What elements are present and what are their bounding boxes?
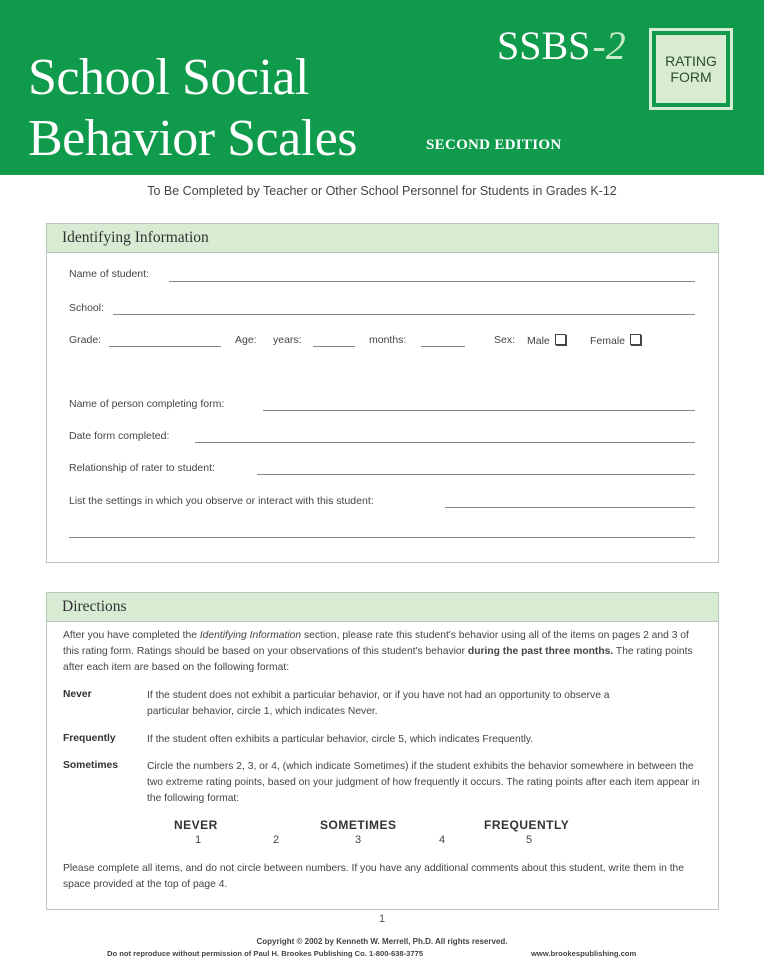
intro-italic: Identifying Information [199, 630, 302, 641]
reproduction-text: Do not reproduce without permission of Paul H. Brookes Publishing Co. 1-800-638-3775 [107, 949, 424, 958]
brand-suffix: -2 [592, 23, 626, 68]
form-subtitle: To Be Completed by Teacher or Other School Personnel for Students in Grades K-12 [147, 184, 617, 198]
never-description: If the student does not exhibit a particular behavior, or if you have not had an opportunity to observe a particular behavior, circle 1, which indicates Never. [147, 690, 610, 717]
female-option[interactable] [590, 334, 641, 347]
grade-label: Grade: [69, 334, 102, 346]
months-label: months: [369, 334, 407, 346]
scale-number-2: 2 [273, 834, 280, 846]
copyright-notice: Copyright © 2002 by Kenneth W. Merrell, Ph.D. All rights reserved. [256, 937, 508, 946]
directions-closing: Please complete all items, and do not circle between numbers. If you have any additional comments about this student, write them in the space provided at the top of page 4. [63, 863, 685, 890]
rating-form-badge [649, 28, 733, 110]
scale-sometimes-label: SOMETIMES [320, 818, 397, 832]
scale-number-1: 1 [195, 834, 202, 846]
years-field[interactable] [313, 346, 355, 347]
age-label: Age: [235, 334, 257, 346]
completer-name-field[interactable] [263, 410, 695, 411]
male-checkbox[interactable] [555, 334, 566, 345]
reproduction-notice [107, 949, 637, 958]
brand-logo [497, 23, 626, 68]
frequently-term: Frequently [63, 733, 116, 744]
student-name-field[interactable] [169, 281, 695, 282]
settings-label: List the settings in which you observe or interact with this student: [69, 495, 374, 507]
frequently-description: If the student often exhibits a particular behavior, circle 5, which indicates Frequently. [147, 734, 534, 745]
badge-line-1: RATING [665, 52, 717, 69]
sometimes-term: Sometimes [63, 760, 118, 771]
relationship-label: Relationship of rater to student: [69, 462, 215, 474]
intro-text-1: After you have completed the [63, 630, 200, 641]
intro-text-3: The rating points after each item are based on the following format: [63, 646, 693, 673]
directions-panel [46, 592, 719, 910]
settings-field[interactable] [445, 507, 695, 508]
scale-number-3: 3 [355, 834, 362, 846]
years-label: years: [273, 334, 302, 346]
brand-name: SSBS [497, 23, 591, 68]
badge-line-2: FORM [670, 69, 712, 85]
sometimes-description: Circle the numbers 2, 3, or 4, (which indicate Sometimes) if the student exhibits the behavior somewhere in between the two extreme rating points, based on your judgment of how frequently it occurs. The rating points after each item appear in the following format: [147, 761, 700, 804]
school-label: School: [69, 302, 105, 314]
intro-bold: during the past three months. [467, 646, 614, 657]
date-completed-label: Date form completed: [69, 430, 170, 442]
relationship-field[interactable] [257, 474, 695, 475]
header-banner [0, 0, 764, 175]
directions-intro [63, 628, 707, 676]
female-label: Female [590, 335, 626, 347]
publisher-url[interactable]: www.brookespublishing.com [531, 949, 637, 958]
male-label: Male [527, 335, 550, 347]
student-name-label: Name of student: [69, 268, 149, 280]
scale-never-label: NEVER [174, 818, 218, 832]
edition-label: SECOND EDITION [426, 137, 562, 153]
identifying-information-heading: Identifying Information [47, 224, 718, 253]
identifying-information-panel [46, 223, 719, 563]
scale-number-4: 4 [439, 834, 446, 846]
scale-frequently-label: FREQUENTLY [484, 818, 570, 832]
date-completed-field[interactable] [195, 442, 695, 443]
never-term: Never [63, 689, 92, 700]
rating-form-badge-inner [656, 35, 726, 103]
completer-name-label: Name of person completing form: [69, 398, 225, 410]
directions-heading: Directions [47, 593, 718, 622]
months-field[interactable] [421, 346, 465, 347]
scale-number-5: 5 [526, 834, 533, 846]
title-line-1: School Social [28, 49, 309, 106]
male-option[interactable] [527, 334, 566, 347]
female-checkbox[interactable] [630, 334, 641, 345]
settings-field-line-2[interactable] [69, 537, 695, 538]
sex-label: Sex: [494, 334, 516, 346]
page-number: 1 [378, 913, 386, 925]
grade-field[interactable] [109, 346, 221, 347]
intro-text-2: section, please rate this student's behavior using all of the items on pages 2 and 3 of this rating form. Ratings should be based on your observations of this student's behavior [63, 630, 689, 657]
school-field[interactable] [113, 314, 695, 315]
title-line-2: Behavior Scales [28, 110, 357, 167]
